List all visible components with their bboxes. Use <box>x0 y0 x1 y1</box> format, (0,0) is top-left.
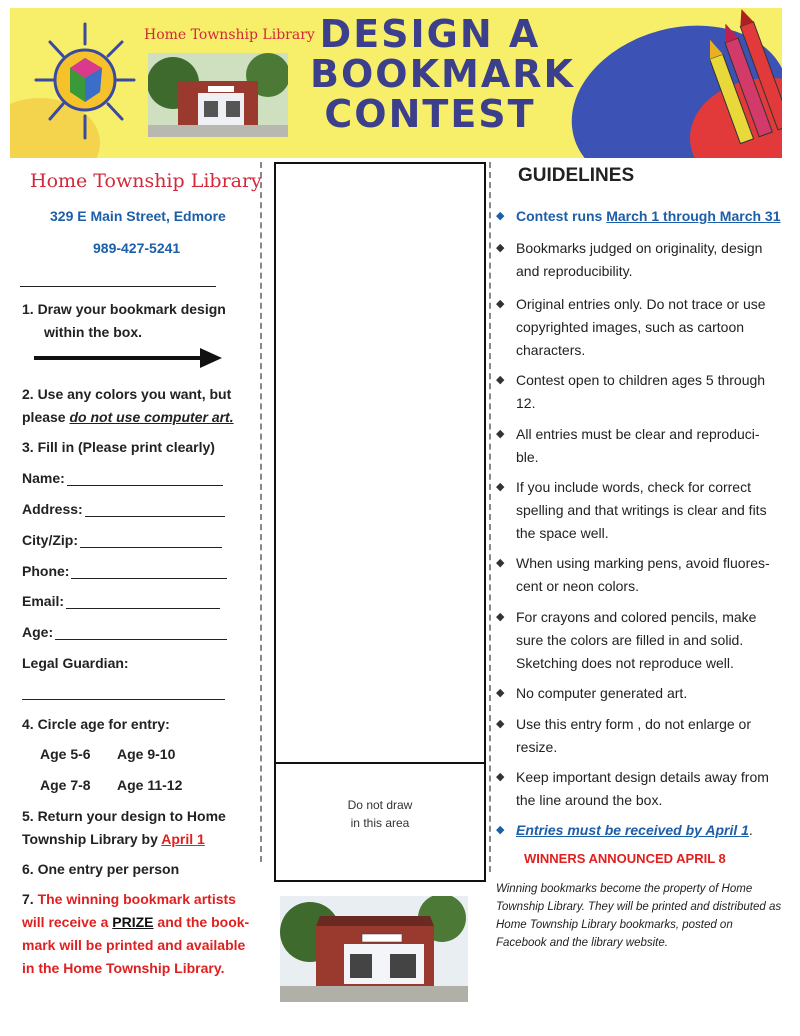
library-phone: 989-427-5241 <box>93 240 181 256</box>
step-7-line-4: in the Home Township Library. <box>22 960 225 976</box>
guideline-line: Use this entry form , do not enlarge or <box>516 716 751 732</box>
guideline-item-5 <box>496 423 786 469</box>
deadline-text: Entries must be received by April 1 <box>516 822 749 838</box>
step-4-text: 4. Circle age for entry: <box>22 716 170 732</box>
name-label: Name: <box>22 470 65 486</box>
diamond-bullet-icon: ◆ <box>496 611 505 623</box>
guideline-line: copyrighted images, such as cartoon <box>516 319 745 335</box>
age-option-5-6[interactable]: Age 5-6 <box>40 746 91 762</box>
legal-guardian-field <box>22 655 129 671</box>
diamond-bullet-icon: ◆ <box>496 718 505 730</box>
library-name: Home Township Library <box>30 170 262 192</box>
guideline-text <box>516 293 786 362</box>
step-7-suffix: and the book- <box>153 914 250 930</box>
guideline-text <box>516 682 786 705</box>
age-field[interactable] <box>22 624 227 640</box>
step-5-line-1: 5. Return your design to Home <box>22 808 226 824</box>
contest-banner <box>10 8 782 158</box>
guideline-item-7 <box>496 552 786 598</box>
left-column-divider <box>260 162 262 862</box>
step-2-prefix: please <box>22 409 70 425</box>
age-blank[interactable] <box>55 625 227 640</box>
guideline-item-3 <box>496 293 786 362</box>
name-blank[interactable] <box>67 471 223 486</box>
diamond-bullet-icon: ◆ <box>496 210 505 222</box>
guideline-text <box>516 606 786 675</box>
step-7-line-2 <box>22 911 249 934</box>
address-blank[interactable] <box>85 502 225 517</box>
guideline-line: characters. <box>516 342 586 358</box>
guideline-item-11 <box>496 766 786 812</box>
library-photo <box>148 53 288 137</box>
diamond-bullet-icon: ◆ <box>496 298 505 310</box>
title-line-3: CONTEST <box>324 92 536 136</box>
guideline-text <box>516 552 786 598</box>
diamond-bullet-icon: ◆ <box>496 824 505 836</box>
guideline-line: cent or neon colors. <box>516 578 639 594</box>
step-5-prefix: Township Library by <box>22 831 162 847</box>
diamond-bullet-icon: ◆ <box>496 687 505 699</box>
step-6-text: 6. One entry per person <box>22 861 180 877</box>
no-draw-line-2: in this area <box>350 816 410 830</box>
guideline-line: When using marking pens, avoid fluores- <box>516 555 770 571</box>
winning-note: Winning bookmarks become the property of Home Township Library. They will be printed and distributed as Home Township Library bookmarks, posted on Facebook and the library website. <box>496 883 782 949</box>
name-field[interactable] <box>22 470 223 486</box>
email-field[interactable] <box>22 593 220 609</box>
guideline-line: For crayons and colored pencils, make <box>516 609 757 625</box>
guideline-line: If you include words, check for correct <box>516 479 751 495</box>
guideline-text <box>516 713 786 759</box>
guideline-item-6 <box>496 476 786 545</box>
right-column-divider <box>489 162 491 872</box>
email-label: Email: <box>22 593 65 609</box>
guideline-text <box>516 423 786 469</box>
library-address: 329 E Main Street, Edmore <box>50 208 226 224</box>
april-1-date: April 1 <box>161 831 205 847</box>
guideline-line: 12. <box>516 395 536 411</box>
guideline-line: Sketching does not reproduce well. <box>516 655 734 671</box>
legal-guardian-label: Legal Guardian: <box>22 655 129 671</box>
guideline-line: the line around the box. <box>516 792 663 808</box>
age-option-9-10[interactable]: Age 9-10 <box>117 746 176 762</box>
guideline-text <box>516 766 786 812</box>
step-2-line-2 <box>22 406 234 429</box>
step-7-line-1 <box>22 888 236 911</box>
guideline-text <box>516 369 786 415</box>
guideline-line: sure the colors are filled in and solid. <box>516 632 744 648</box>
step-3-text: 3. Fill in (Please print clearly) <box>22 439 215 455</box>
city-zip-label: City/Zip: <box>22 532 78 548</box>
phone-blank[interactable] <box>71 564 227 579</box>
guideline-line: No computer generated art. <box>516 685 688 701</box>
marker-icon <box>710 8 782 158</box>
diamond-bullet-icon: ◆ <box>496 428 505 440</box>
step-5-line-2 <box>22 828 205 851</box>
diamond-bullet-icon: ◆ <box>496 557 505 569</box>
guideline-text <box>516 476 786 545</box>
guideline-line: Original entries only. Do not trace or use <box>516 296 766 312</box>
winners-announcement: WINNERS ANNOUNCED APRIL 8 <box>524 851 726 866</box>
step-1-line-2: within the box. <box>44 324 142 340</box>
guideline-line: resize. <box>516 739 558 755</box>
contest-title <box>310 12 575 136</box>
sun-icon <box>30 16 140 146</box>
guideline-item-1 <box>496 205 786 228</box>
guideline-item-4 <box>496 369 786 415</box>
no-draw-line-1: Do not draw <box>347 798 413 812</box>
city-zip-blank[interactable] <box>80 533 222 548</box>
diamond-bullet-icon: ◆ <box>496 771 505 783</box>
guideline-item-10 <box>496 713 786 759</box>
separator-line <box>20 286 216 287</box>
no-computer-art-emphasis: do not use computer art. <box>69 409 234 425</box>
title-line-1: DESIGN A <box>319 12 541 56</box>
step-7-line-3: mark will be printed and available <box>22 937 246 953</box>
guideline-item-8 <box>496 606 786 675</box>
step-7-number: 7. <box>22 891 38 907</box>
guideline-deadline <box>496 819 786 842</box>
address-label: Address: <box>22 501 83 517</box>
guideline-line: spelling and that writings is clear and fits <box>516 502 767 518</box>
diamond-bullet-icon: ◆ <box>496 374 505 386</box>
guideline-line: the space well. <box>516 525 609 541</box>
guideline-item-9 <box>496 682 786 705</box>
banner-library-name: Home Township Library <box>144 27 315 43</box>
step-2-line-1: 2. Use any colors you want, but <box>22 386 232 402</box>
guideline-line: Contest open to children ages 5 through <box>516 372 766 388</box>
age-option-11-12[interactable]: Age 11-12 <box>117 777 183 793</box>
deadline-period: . <box>748 822 753 838</box>
legal-guardian-blank[interactable] <box>22 699 225 700</box>
step-7-text-1: The winning bookmark artists <box>37 891 236 907</box>
title-line-2: BOOKMARK <box>310 52 575 96</box>
guideline-line: All entries must be clear and reproduci- <box>516 426 760 442</box>
guidelines-title: GUIDELINES <box>518 165 635 186</box>
contest-dates: March 1 through March 31 <box>606 208 781 224</box>
library-photo-bottom <box>280 896 468 1002</box>
guideline-line: Bookmarks judged on originality, design <box>516 240 763 256</box>
step-1-line-1: 1. Draw your bookmark design <box>22 301 226 317</box>
age-option-7-8[interactable]: Age 7-8 <box>40 777 91 793</box>
diamond-bullet-icon: ◆ <box>496 242 505 254</box>
guideline-text <box>516 237 786 283</box>
guideline-line: and reproducibility. <box>516 263 633 279</box>
no-draw-divider <box>274 762 486 764</box>
age-label: Age: <box>22 624 54 640</box>
phone-label: Phone: <box>22 563 70 579</box>
step-7-prefix: will receive a <box>22 914 113 930</box>
phone-field[interactable] <box>22 563 227 579</box>
guideline-line: Keep important design details away from <box>516 769 769 785</box>
address-field[interactable] <box>22 501 225 517</box>
arrow-right-icon <box>34 346 224 370</box>
guideline-line: ble. <box>516 449 539 465</box>
email-blank[interactable] <box>66 594 220 609</box>
contest-runs-label: Contest runs <box>516 208 607 224</box>
prize-word: PRIZE <box>112 914 154 930</box>
no-draw-area-label <box>320 796 440 832</box>
guideline-item-2 <box>496 237 786 283</box>
diamond-bullet-icon: ◆ <box>496 481 505 493</box>
city-zip-field[interactable] <box>22 532 222 548</box>
bookmark-drawing-box[interactable] <box>274 162 486 882</box>
